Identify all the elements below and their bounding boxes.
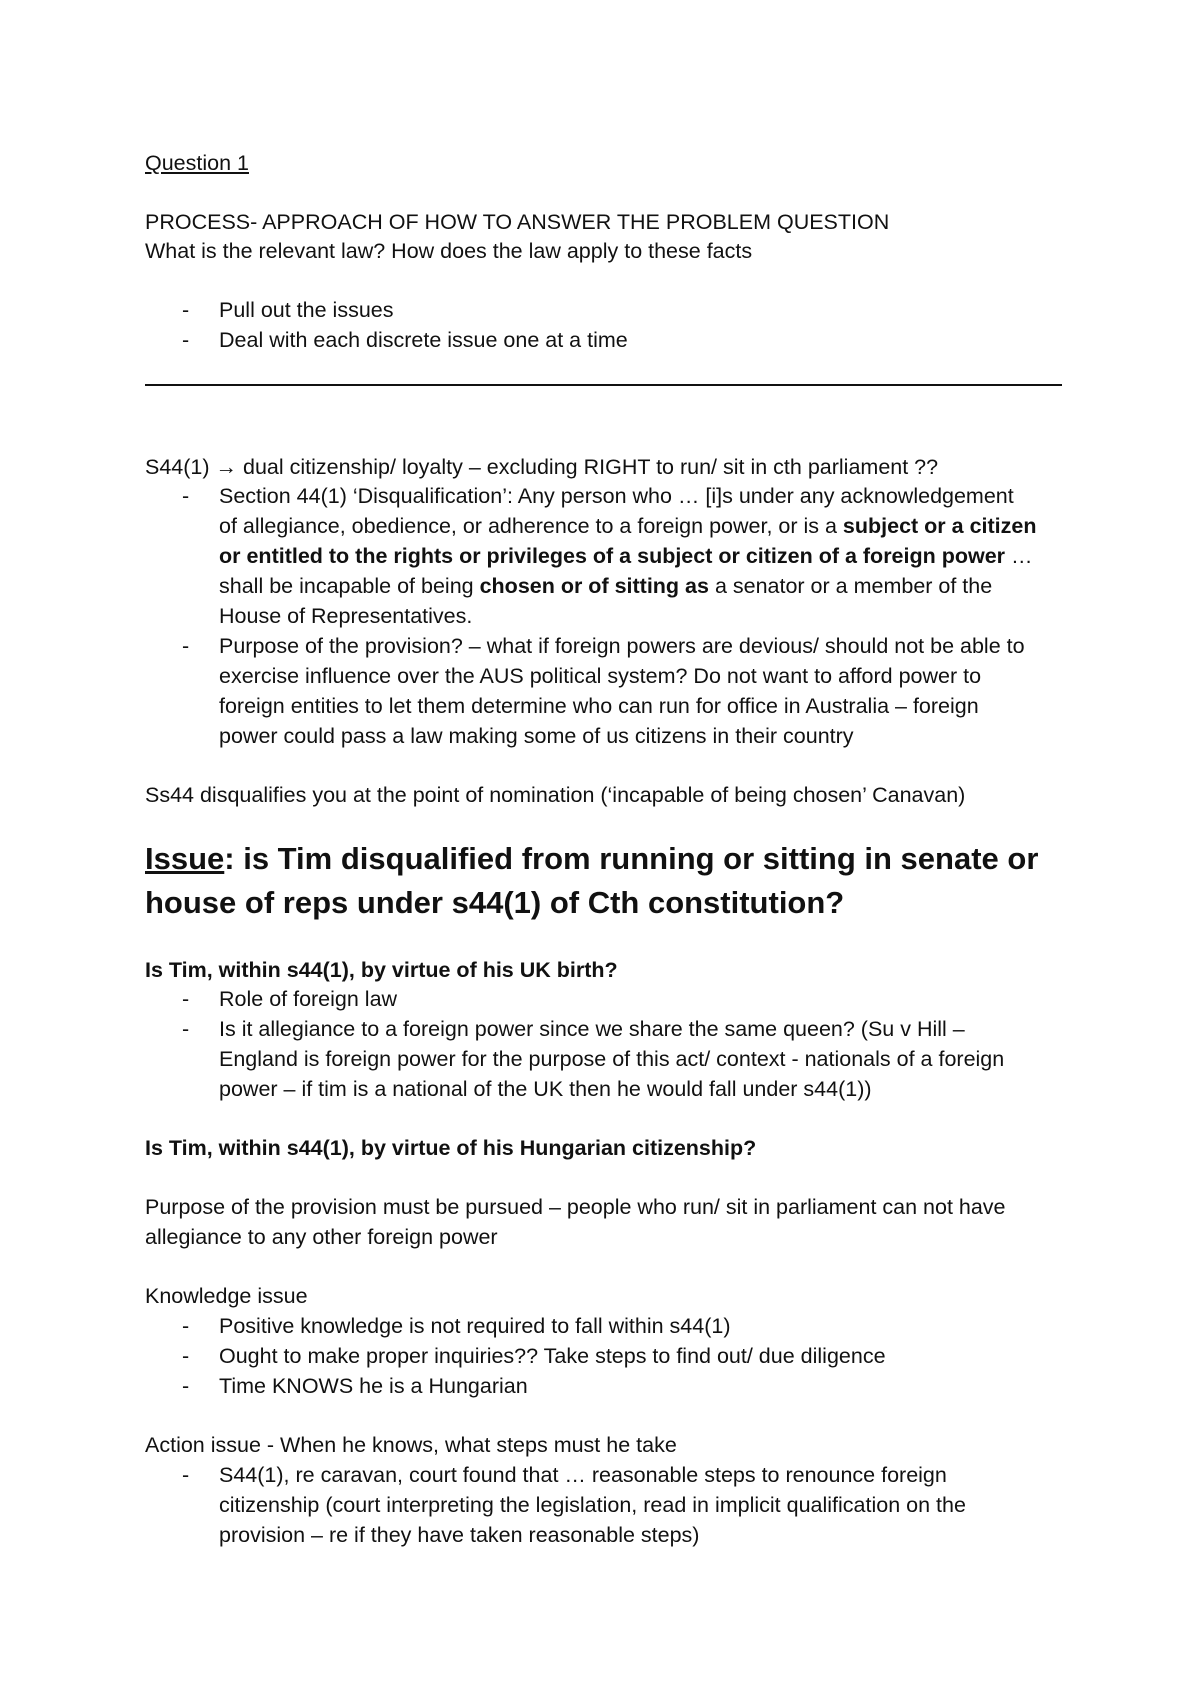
bullet-dash: - [182, 1344, 190, 1368]
knowledge-heading: Knowledge issue [145, 1284, 308, 1308]
uk-bullet-2-line-3: power – if tim is a national of the UK then he would fall under s44(1)) [219, 1077, 872, 1101]
process-bullet-2: Deal with each discrete issue one at a time [219, 328, 628, 352]
s44-quote-line-4: shall be incapable of being chosen or of sitting as a senator or a member of the [219, 574, 993, 598]
uk-birth-heading: Is Tim, within s44(1), by virtue of his UK birth? [145, 958, 618, 982]
bullet-dash: - [182, 634, 190, 658]
s44-quote-line-2: of allegiance, obedience, or adherence to a foreign power, or is a subject or a citizen [219, 514, 1037, 538]
s44-quote-line-5: House of Representatives. [219, 604, 473, 628]
question-title: Question 1 [145, 151, 249, 175]
bullet-dash: - [182, 1374, 190, 1398]
bullet-dash: - [182, 1463, 190, 1487]
right-arrow-icon: → [215, 455, 238, 479]
issue-heading-line-1: Issue: is Tim disqualified from running or sitting in senate or [145, 841, 1039, 876]
action-heading: Action issue - When he knows, what steps must he take [145, 1433, 677, 1457]
ss44-nomination-line: Ss44 disqualifies you at the point of nomination (‘incapable of being chosen’ Canavan) [145, 783, 966, 807]
bullet-dash: - [182, 484, 190, 508]
bullet-dash: - [182, 987, 190, 1011]
process-subheading: What is the relevant law? How does the law apply to these facts [145, 239, 753, 263]
uk-bullet-2-line-1: Is it allegiance to a foreign power since we share the same queen? (Su v Hill – [219, 1017, 965, 1041]
bullet-dash: - [182, 298, 190, 322]
uk-bullet-2-line-2: England is foreign power for the purpose of this act/ context - nationals of a foreign [219, 1047, 1005, 1071]
action-bullet-line-2: citizenship (court interpreting the legislation, read in implicit qualification on the [219, 1493, 966, 1517]
s44-purpose-line-1: Purpose of the provision? – what if foreign powers are devious/ should not be able to [219, 634, 1025, 658]
horizontal-divider [145, 384, 1062, 386]
knowledge-bullet-2: Ought to make proper inquiries?? Take steps to find out/ due diligence [219, 1344, 886, 1368]
knowledge-bullet-3: Time KNOWS he is a Hungarian [219, 1374, 528, 1398]
purpose-line-1: Purpose of the provision must be pursued – people who run/ sit in parliament can not have [145, 1195, 1006, 1219]
knowledge-bullet-1: Positive knowledge is not required to fall within s44(1) [219, 1314, 731, 1338]
s44-purpose-line-4: power could pass a law making some of us citizens in their country [219, 724, 854, 748]
bullet-dash: - [182, 328, 190, 352]
issue-heading-line-2: house of reps under s44(1) of Cth constitution? [145, 885, 845, 920]
process-heading: PROCESS- APPROACH OF HOW TO ANSWER THE PROBLEM QUESTION [145, 210, 890, 234]
issue-label: Issue [145, 841, 225, 876]
hungarian-heading: Is Tim, within s44(1), by virtue of his Hungarian citizenship? [145, 1136, 757, 1160]
purpose-line-2: allegiance to any other foreign power [145, 1225, 498, 1249]
s44-quote-line-1: Section 44(1) ‘Disqualification’: Any person who … [i]s under any acknowledgement [219, 484, 1014, 508]
s44-purpose-line-3: foreign entities to let them determine who can run for office in Australia – foreign [219, 694, 979, 718]
action-bullet-line-3: provision – re if they have taken reasonable steps) [219, 1523, 700, 1547]
bullet-dash: - [182, 1017, 190, 1041]
process-bullet-1: Pull out the issues [219, 298, 394, 322]
action-bullet-line-1: S44(1), re caravan, court found that … reasonable steps to renounce foreign [219, 1463, 947, 1487]
bullet-dash: - [182, 1314, 190, 1338]
s44-purpose-line-2: exercise influence over the AUS political system? Do not want to afford power to [219, 664, 982, 688]
s44-heading: S44(1) → dual citizenship/ loyalty – excluding RIGHT to run/ sit in cth parliament ?? [145, 455, 939, 479]
uk-bullet-1: Role of foreign law [219, 987, 398, 1011]
s44-quote-line-3: or entitled to the rights or privileges of a subject or citizen of a foreign power … [219, 544, 1033, 568]
